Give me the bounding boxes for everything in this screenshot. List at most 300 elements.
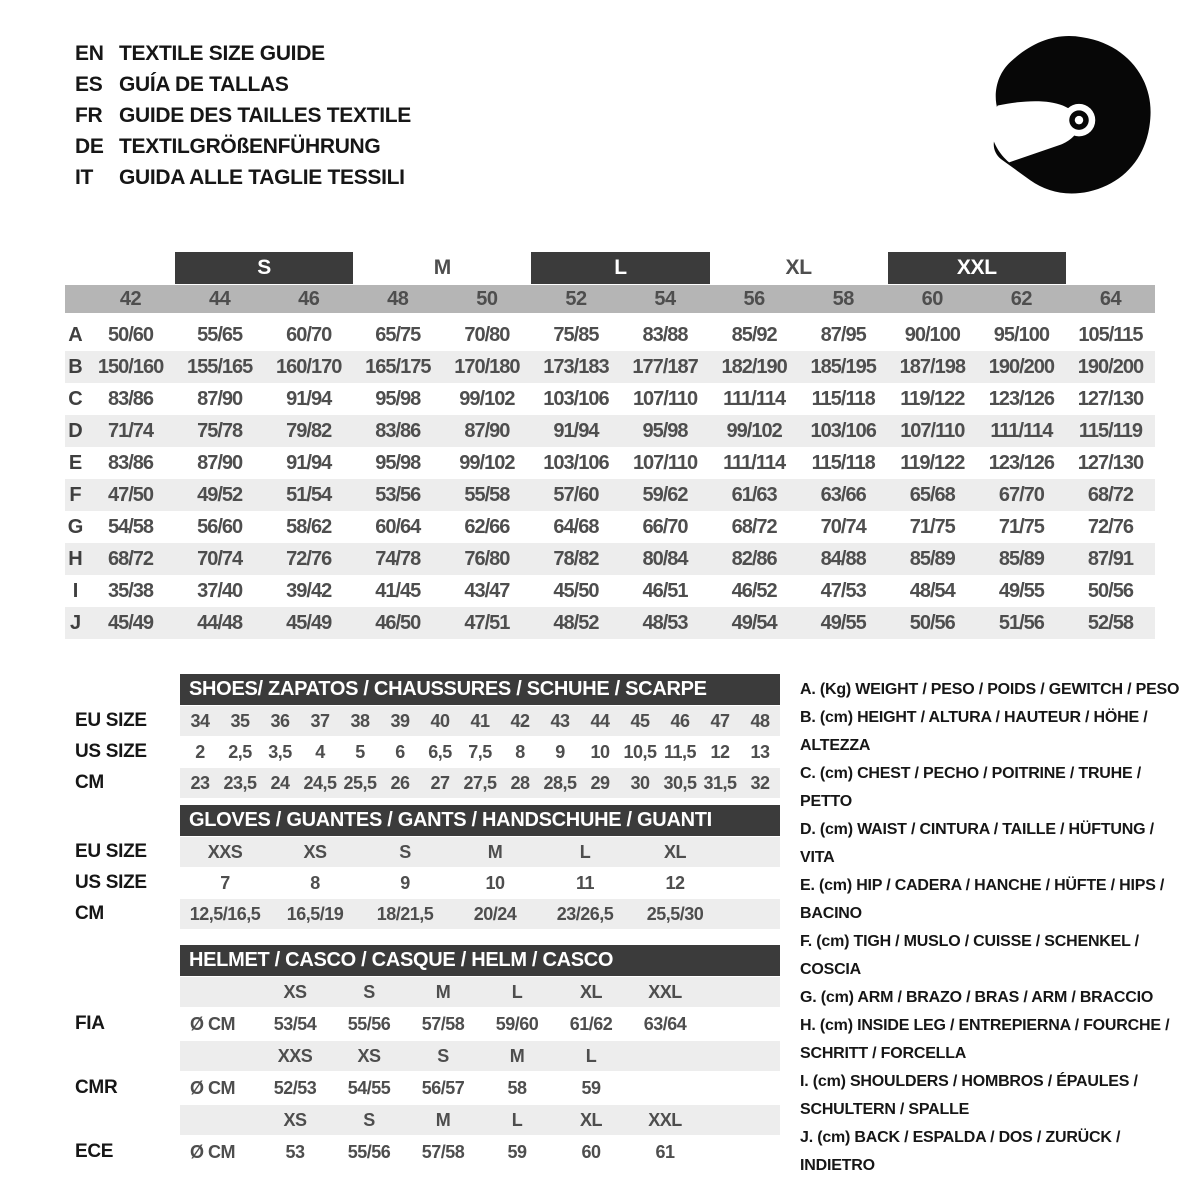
helmet-value: 61/62 xyxy=(569,1014,613,1034)
size-value: 85/92 xyxy=(731,324,777,346)
size-value: 83/86 xyxy=(375,420,421,442)
gloves-value: 16,5/19 xyxy=(286,904,344,924)
gloves-cells xyxy=(180,837,780,867)
gloves-value: L xyxy=(579,842,591,862)
shoes-value: 37 xyxy=(310,711,330,731)
helmet-size-label: XS xyxy=(283,1110,307,1130)
gloves-value: 23/26,5 xyxy=(556,904,614,924)
shoes-row xyxy=(65,706,780,736)
gloves-row-label: US SIZE xyxy=(75,872,147,893)
helmet-size-label: S xyxy=(363,982,375,1002)
size-value: 70/80 xyxy=(464,324,510,346)
size-group-l: L xyxy=(531,252,709,284)
row-letter: E xyxy=(68,452,83,474)
helmet-value: 57/58 xyxy=(421,1142,465,1162)
helmet-size-label: XS xyxy=(357,1046,381,1066)
size-number: 42 xyxy=(119,288,142,310)
language-row xyxy=(75,100,411,131)
size-value: 71/75 xyxy=(909,516,955,538)
size-value: 58/62 xyxy=(286,516,332,538)
size-value: 111/114 xyxy=(723,388,786,410)
size-value: 48/53 xyxy=(642,612,688,634)
size-value: 57/60 xyxy=(553,484,599,506)
size-value: 47/50 xyxy=(108,484,154,506)
standard-label: FIA xyxy=(75,1013,105,1034)
helmet-size-label: M xyxy=(435,1110,451,1130)
gloves-value: 10 xyxy=(485,873,505,893)
helmet-size-label: L xyxy=(511,1110,523,1130)
gloves-value: 12,5/16,5 xyxy=(189,904,261,924)
size-number: 62 xyxy=(1010,288,1032,310)
gloves-title-bar: GLOVES / GUANTES / GANTS / HANDSCHUHE / GUANTI xyxy=(180,805,780,836)
shoes-value: 47 xyxy=(710,711,730,731)
gloves-table xyxy=(65,805,780,930)
shoes-value: 24,5 xyxy=(303,773,337,793)
size-value: 91/94 xyxy=(286,452,332,474)
size-value: 68/72 xyxy=(731,516,777,538)
size-value: 66/70 xyxy=(642,516,688,538)
size-value: 71/75 xyxy=(998,516,1044,538)
size-value: 127/130 xyxy=(1077,452,1144,474)
size-value: 150/160 xyxy=(97,356,164,378)
shoes-value: 10 xyxy=(590,742,610,762)
helmet-table xyxy=(65,945,780,1169)
gloves-row xyxy=(65,837,780,867)
size-value: 60/70 xyxy=(286,324,332,346)
language-code: IT xyxy=(75,165,94,189)
legend-item: H. (cm) INSIDE LEG / ENTREPIERNA / FOURCHE / SCHRITT / FORCELLA xyxy=(800,1017,1170,1062)
size-number: 50 xyxy=(476,288,498,310)
size-value: 39/42 xyxy=(286,580,332,602)
size-value: 99/102 xyxy=(459,452,515,474)
size-value: 123/126 xyxy=(988,452,1055,474)
helmet-size-spacer xyxy=(180,1105,258,1135)
measure-row xyxy=(65,415,1155,447)
helmet-size-label: XL xyxy=(579,982,602,1002)
size-value: 71/74 xyxy=(108,420,154,442)
helmet-size-label: M xyxy=(435,982,451,1002)
gloves-value: S xyxy=(399,842,411,862)
size-value: 107/110 xyxy=(632,452,698,474)
shoes-row xyxy=(65,768,780,798)
shoes-value: 46 xyxy=(670,711,690,731)
size-value: 37/40 xyxy=(197,580,243,602)
row-letter: I xyxy=(72,580,79,602)
shoes-value: 24 xyxy=(270,773,290,793)
size-value: 64/68 xyxy=(553,516,599,538)
shoes-value: 31,5 xyxy=(703,773,737,793)
size-group-xxl: XXL xyxy=(888,252,1066,284)
size-value: 173/183 xyxy=(543,356,609,378)
size-value: 75/78 xyxy=(197,420,243,442)
helmet-size-label xyxy=(628,1041,702,1071)
size-value: 79/82 xyxy=(286,420,332,442)
gloves-cells xyxy=(180,868,780,898)
size-value: 75/85 xyxy=(553,324,599,346)
shoes-table xyxy=(65,674,780,799)
size-value: 45/49 xyxy=(108,612,154,634)
helmet-value: 56/57 xyxy=(421,1078,465,1098)
helmet-value: 59 xyxy=(507,1142,527,1162)
helmet-size-cells xyxy=(180,1041,780,1071)
shoes-row-label: CM xyxy=(75,772,104,793)
row-letter: J xyxy=(69,612,82,634)
size-number: 44 xyxy=(208,288,231,310)
size-value: 127/130 xyxy=(1077,388,1144,410)
gloves-value: M xyxy=(487,842,503,862)
row-letter: A xyxy=(68,324,83,346)
standard-label: ECE xyxy=(75,1141,114,1162)
language-title: TEXTILGRÖßENFÜHRUNG xyxy=(119,134,381,158)
helmet-size-row xyxy=(65,1105,780,1135)
helmet-value: 55/56 xyxy=(347,1142,391,1162)
size-number: 52 xyxy=(565,288,587,310)
helmet-value: 52/53 xyxy=(273,1078,317,1098)
helmet-size-spacer xyxy=(180,1041,258,1071)
legend-item: G. (cm) ARM / BRAZO / BRAS / ARM / BRACCIO xyxy=(800,989,1154,1006)
size-value: 46/51 xyxy=(642,580,688,602)
size-value: 43/47 xyxy=(464,580,510,602)
size-value: 87/95 xyxy=(820,324,866,346)
legend-item: F. (cm) TIGH / MUSLO / CUISSE / SCHENKEL / COSCIA xyxy=(800,933,1139,978)
size-value: 70/74 xyxy=(820,516,866,538)
size-value: 62/66 xyxy=(464,516,510,538)
size-value: 47/51 xyxy=(464,612,510,634)
size-value: 185/195 xyxy=(810,356,876,378)
shoes-value: 23,5 xyxy=(223,773,257,793)
row-letter: D xyxy=(68,420,83,442)
shoes-value: 42 xyxy=(510,711,530,731)
shoes-value: 9 xyxy=(555,742,565,762)
size-value: 72/76 xyxy=(1087,516,1133,538)
size-number-header xyxy=(65,285,1155,313)
size-value: 55/58 xyxy=(464,484,510,506)
size-value: 74/78 xyxy=(375,548,421,570)
size-value: 55/65 xyxy=(197,324,243,346)
size-value: 91/94 xyxy=(286,388,332,410)
size-value: 95/98 xyxy=(375,452,421,474)
gloves-row-label: CM xyxy=(75,903,104,924)
helmet-data-cells xyxy=(180,1137,780,1167)
shoes-value: 5 xyxy=(355,742,365,762)
size-value: 119/122 xyxy=(900,452,965,474)
helmet-size-label: L xyxy=(585,1046,597,1066)
size-value: 83/86 xyxy=(108,452,154,474)
shoes-value: 7,5 xyxy=(468,742,492,762)
helmet-value xyxy=(628,1073,702,1103)
size-value: 78/82 xyxy=(553,548,599,570)
size-value: 54/58 xyxy=(108,516,154,538)
size-value: 46/52 xyxy=(731,580,777,602)
size-value: 51/54 xyxy=(286,484,332,506)
size-value: 76/80 xyxy=(464,548,510,570)
measure-row xyxy=(65,543,1155,575)
size-value: 60/64 xyxy=(375,516,421,538)
shoes-title-bar: SHOES/ ZAPATOS / CHAUSSURES / SCHUHE / SCARPE xyxy=(180,674,780,705)
size-value: 165/175 xyxy=(365,356,431,378)
size-value: 99/102 xyxy=(726,420,782,442)
measure-row xyxy=(65,351,1155,383)
gloves-value: XXS xyxy=(207,842,243,862)
size-value: 52/58 xyxy=(1087,612,1133,634)
gloves-value: 20/24 xyxy=(473,904,517,924)
shoes-value: 10,5 xyxy=(623,742,657,762)
size-value: 48/54 xyxy=(909,580,955,602)
shoes-value: 35 xyxy=(230,711,250,731)
size-number: 64 xyxy=(1099,288,1122,310)
size-value: 182/190 xyxy=(721,356,787,378)
shoes-value: 40 xyxy=(430,711,450,731)
shoes-value: 23 xyxy=(190,773,210,793)
language-code: FR xyxy=(75,103,103,127)
shoes-value: 30 xyxy=(630,773,650,793)
language-code: DE xyxy=(75,134,104,158)
size-value: 67/70 xyxy=(998,484,1044,506)
size-value: 95/100 xyxy=(993,324,1049,346)
measure-row xyxy=(65,383,1155,415)
size-value: 155/165 xyxy=(186,356,253,378)
size-value: 85/89 xyxy=(909,548,955,570)
shoes-value: 29 xyxy=(590,773,610,793)
size-value: 107/110 xyxy=(900,420,965,442)
legend-item: J. (cm) BACK / ESPALDA / DOS / ZURÜCK / INDIETRO xyxy=(800,1129,1121,1174)
size-value: 99/102 xyxy=(459,388,515,410)
language-code: ES xyxy=(75,72,103,96)
legend-item: A. (Kg) WEIGHT / PESO / POIDS / GEWITCH / PESO xyxy=(800,681,1180,698)
size-value: 46/50 xyxy=(375,612,421,634)
legend-item: I. (cm) SHOULDERS / HOMBROS / ÉPAULES / SCHULTERN / SPALLE xyxy=(800,1073,1138,1118)
language-title: TEXTILE SIZE GUIDE xyxy=(119,41,325,65)
size-value: 177/187 xyxy=(632,356,698,378)
size-value: 44/48 xyxy=(197,612,243,634)
diameter-unit: Ø CM xyxy=(190,1014,235,1034)
size-value: 41/45 xyxy=(375,580,421,602)
helmet-size-row xyxy=(65,1041,780,1071)
measure-row xyxy=(65,319,1155,351)
size-value: 160/170 xyxy=(276,356,342,378)
size-value: 190/200 xyxy=(1077,356,1144,378)
shoes-value: 26 xyxy=(390,773,410,793)
helmet-value: 57/58 xyxy=(421,1014,465,1034)
gloves-cells xyxy=(180,899,780,929)
helmet-data-row xyxy=(65,1073,780,1103)
size-value: 115/118 xyxy=(811,452,875,474)
size-value: 50/56 xyxy=(909,612,955,634)
shoes-value: 34 xyxy=(190,711,210,731)
gloves-row xyxy=(65,868,780,898)
size-value: 87/90 xyxy=(197,388,243,410)
size-value: 68/72 xyxy=(108,548,154,570)
size-value: 65/68 xyxy=(909,484,955,506)
row-letter: G xyxy=(67,516,84,538)
racing-helmet-icon xyxy=(975,26,1170,216)
size-value: 111/114 xyxy=(990,420,1053,442)
size-value: 170/180 xyxy=(454,356,520,378)
shoes-value: 36 xyxy=(270,711,290,731)
shoes-value: 28,5 xyxy=(543,773,577,793)
helmet-size-label: XXL xyxy=(648,1110,682,1130)
helmet-value: 58 xyxy=(507,1078,527,1098)
helmet-value: 61 xyxy=(655,1142,675,1162)
language-row xyxy=(75,38,411,69)
shoes-value: 2,5 xyxy=(228,742,252,762)
shoes-value: 28 xyxy=(510,773,530,793)
helmet-value: 59/60 xyxy=(495,1014,539,1034)
legend-item: C. (cm) CHEST / PECHO / POITRINE / TRUHE / PETTO xyxy=(800,765,1141,810)
language-code: EN xyxy=(75,41,104,65)
size-number: 46 xyxy=(298,288,320,310)
size-value: 70/74 xyxy=(197,548,243,570)
shoes-value: 48 xyxy=(750,711,770,731)
helmet-size-label: XXS xyxy=(277,1046,313,1066)
shoes-value: 6 xyxy=(395,742,405,762)
size-number: 60 xyxy=(921,288,943,310)
gloves-value: 7 xyxy=(220,873,230,893)
size-value: 87/91 xyxy=(1087,548,1133,570)
shoes-value: 39 xyxy=(390,711,410,731)
size-value: 63/66 xyxy=(820,484,866,506)
row-letter: H xyxy=(68,548,83,570)
size-value: 91/94 xyxy=(553,420,599,442)
size-number: 58 xyxy=(832,288,854,310)
language-title: GUÍA DE TALLAS xyxy=(119,72,289,96)
size-value: 85/89 xyxy=(998,548,1044,570)
row-letter: F xyxy=(69,484,82,506)
size-group-header xyxy=(65,252,1155,284)
size-value: 95/98 xyxy=(642,420,688,442)
size-value: 72/76 xyxy=(286,548,332,570)
measure-row xyxy=(65,607,1155,639)
language-row xyxy=(75,162,411,193)
size-value: 187/198 xyxy=(899,356,965,378)
size-number: 56 xyxy=(743,288,765,310)
size-number: 54 xyxy=(654,288,676,310)
helmet-size-label: M xyxy=(509,1046,525,1066)
size-value: 115/118 xyxy=(811,388,875,410)
gloves-value: 9 xyxy=(400,873,410,893)
size-value: 35/38 xyxy=(108,580,154,602)
shoes-value: 38 xyxy=(350,711,370,731)
helmet-data-cells xyxy=(180,1073,780,1103)
size-group-xl: XL xyxy=(785,256,812,279)
measure-row xyxy=(65,479,1155,511)
size-value: 49/52 xyxy=(197,484,243,506)
standard-label: CMR xyxy=(75,1077,118,1098)
textile-size-table xyxy=(65,252,1155,639)
legend-item: D. (cm) WAIST / CINTURA / TAILLE / HÜFTUNG / VITA xyxy=(800,821,1154,866)
diameter-unit: Ø CM xyxy=(190,1078,235,1098)
textile-size-table-body xyxy=(65,319,1155,639)
legend-item: E. (cm) HIP / CADERA / HANCHE / HÜFTE / HIPS / BACINO xyxy=(800,877,1165,922)
language-title: GUIDE DES TAILLES TEXTILE xyxy=(119,103,411,127)
helmet-value: 60 xyxy=(581,1142,601,1162)
size-value: 111/114 xyxy=(723,452,786,474)
size-value: 65/75 xyxy=(375,324,421,346)
helmet-title-bar: HELMET / CASCO / CASQUE / HELM / CASCO xyxy=(180,945,780,976)
size-number: 48 xyxy=(387,288,409,310)
helmet-value: 59 xyxy=(581,1078,601,1098)
helmet-size-cells xyxy=(180,977,780,1007)
helmet-value: 53/54 xyxy=(273,1014,317,1034)
gloves-value: 18/21,5 xyxy=(376,904,434,924)
size-value: 80/84 xyxy=(642,548,688,570)
shoes-cells xyxy=(180,706,780,736)
size-value: 49/54 xyxy=(731,612,777,634)
corner-spacer xyxy=(65,285,86,313)
legend-item: B. (cm) HEIGHT / ALTURA / HAUTEUR / HÖHE / ALTEZZA xyxy=(800,709,1148,754)
shoes-value: 27,5 xyxy=(463,773,497,793)
size-value: 51/56 xyxy=(998,612,1044,634)
shoes-value: 27 xyxy=(430,773,450,793)
language-title-list xyxy=(75,38,411,193)
helmet-size-label: S xyxy=(437,1046,449,1066)
helmet-size-label: XXL xyxy=(648,982,682,1002)
shoes-value: 43 xyxy=(550,711,570,731)
helmet-value: 63/64 xyxy=(643,1014,687,1034)
shoes-value: 45 xyxy=(630,711,650,731)
size-value: 48/52 xyxy=(553,612,599,634)
shoes-value: 25,5 xyxy=(343,773,377,793)
size-value: 83/86 xyxy=(108,388,154,410)
shoes-value: 4 xyxy=(315,742,325,762)
helmet-size-row xyxy=(65,977,780,1007)
size-value: 68/72 xyxy=(1087,484,1133,506)
row-letter: B xyxy=(68,356,83,378)
size-value: 45/49 xyxy=(286,612,332,634)
size-value: 103/106 xyxy=(810,420,876,442)
helmet-data-cells xyxy=(180,1009,780,1039)
row-letter: C xyxy=(68,388,83,410)
size-value: 47/53 xyxy=(820,580,866,602)
size-value: 82/86 xyxy=(731,548,777,570)
size-value: 123/126 xyxy=(988,388,1055,410)
size-value: 49/55 xyxy=(820,612,866,634)
helmet-value: 55/56 xyxy=(347,1014,391,1034)
helmet-size-spacer xyxy=(180,977,258,1007)
shoes-value: 3,5 xyxy=(268,742,292,762)
shoes-value: 8 xyxy=(515,742,525,762)
size-value: 49/55 xyxy=(998,580,1044,602)
shoes-cells xyxy=(180,737,780,767)
diameter-unit: Ø CM xyxy=(190,1142,235,1162)
size-value: 84/88 xyxy=(820,548,866,570)
gloves-value: 25,5/30 xyxy=(646,904,704,924)
size-value: 83/88 xyxy=(642,324,688,346)
size-value: 105/115 xyxy=(1078,324,1143,346)
measure-row xyxy=(65,447,1155,479)
gloves-value: 12 xyxy=(665,873,685,893)
measure-row xyxy=(65,511,1155,543)
shoes-cells xyxy=(180,768,780,798)
size-value: 107/110 xyxy=(632,388,698,410)
shoes-value: 32 xyxy=(750,773,770,793)
language-title: GUIDA ALLE TAGLIE TESSILI xyxy=(119,165,405,189)
size-value: 50/60 xyxy=(108,324,154,346)
shoes-row-label: US SIZE xyxy=(75,741,147,762)
helmet-data-row xyxy=(65,1137,780,1167)
measure-row xyxy=(65,575,1155,607)
gloves-value: XL xyxy=(663,842,686,862)
size-value: 190/200 xyxy=(988,356,1055,378)
helmet-value: 53 xyxy=(285,1142,305,1162)
size-value: 56/60 xyxy=(197,516,243,538)
helmet-data-row xyxy=(65,1009,780,1039)
helmet-size-label: XS xyxy=(283,982,307,1002)
helmet-size-label: L xyxy=(511,982,523,1002)
size-value: 59/62 xyxy=(642,484,688,506)
shoes-value: 6,5 xyxy=(428,742,452,762)
shoes-value: 11,5 xyxy=(663,742,697,762)
